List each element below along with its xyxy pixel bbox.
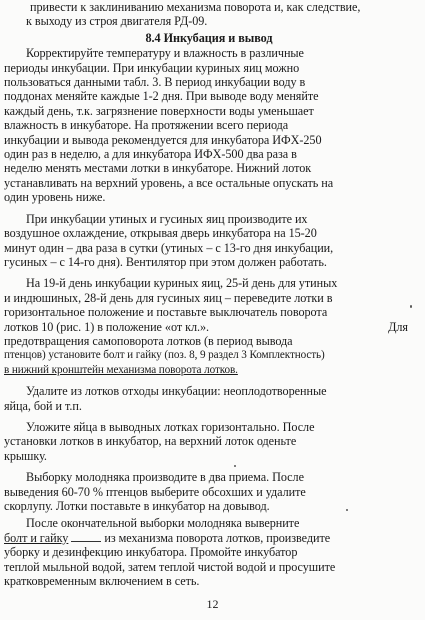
p1-line: поддонах меняйте каждые 1-2 дня. При выводе воду меняйте [4,89,319,104]
p3-line: На 19-й день инкубации куриных яиц, 25-й день для утиных [26,276,338,291]
paragraph-final-cleanup [4,516,414,588]
section-heading: 8.4 Инкубация и вывод [145,30,273,45]
p3-line-text: лотков 10 (рис. 1) в положение «от кл.». [4,319,210,334]
blank-underline [71,541,101,542]
p3-line-end: Для [388,319,408,334]
p7-line: теплой мыльной водой, затем теплой чистой водой и просушите [4,559,336,574]
page-number: 12 [206,597,219,611]
p5-line: установки лотков в инкубатор, на верхний лоток оденьте [4,434,297,449]
p3-line: птенцов) установите болт и гайку (поз. 8, 9 раздел 3 Комплектность) [4,349,325,362]
p1-line: неделю менять местами лотки в инкубаторе. Нижний лоток [4,161,312,176]
p3-line [4,320,414,334]
p7-line-text: из механизма поворота лотков, произведите [104,530,331,545]
paragraph-lay-eggs [4,420,414,463]
p2-line: минут один – два раза в сутки (утиных – с 13-го дня инкубации, [4,240,334,255]
paragraph-hatching [4,276,414,377]
p1-line: влажность в инкубаторе. На протяжении всего периода [4,118,289,133]
p1-line: периоды инкубации. При инкубации куриных яиц можно [4,60,300,75]
p3-line: предотвращения самоповорота лотков (в период вывода [4,333,293,348]
paragraph-cooling [4,212,414,270]
p1-line: устанавливать на верхний уровень, а все остальные опускать на [4,175,334,190]
intro-line-2: к выходу из строя двигателя РД-09. [26,14,208,29]
p6-line: Выборку молодняка производите в два приема. После [26,470,304,485]
p2-line: гусиных – с 14-го дня). Вентилятор при этом должен работать. [4,254,327,269]
paragraph-temperature [4,46,414,204]
p1-line: один раз в неделю, а для инкубатора ИФХ-500 два раза в [4,147,297,162]
p7-underlined-text: болт и гайку [4,530,69,545]
p1-line: пользоваться данными табл. 3. В период инкубации воду в [4,75,306,90]
scan-speck [346,509,348,511]
intro-line-1: привести к заклиниванию механизма поворота и, как следствие, [30,0,361,14]
p1-line: один уровень ниже. [4,190,106,205]
scan-speck [234,465,236,467]
p7-line: После окончательной выборки молодняка выверните [26,516,300,531]
p5-line: крышку. [4,448,47,463]
p3-line: и индюшиных, 28-й день для гусиных яиц – переведите лотки в [4,290,333,305]
p1-line: инкубации и вывода рекомендуется для инкубатора ИФХ-250 [4,132,322,147]
p4-line: яйца, бой и т.п. [4,398,82,413]
paragraph-remove-waste [4,384,414,413]
p1-line: каждый день, т.к. загрязнение поверхности воды уменьшает [4,103,314,118]
paragraph-selection [4,470,414,513]
p2-line: При инкубации утиных и гусиных яиц производите их [26,211,308,226]
p3-line: горизонтальное положение и поставьте выключатель поворота [4,305,328,320]
p5-line: Уложите яйца в выводных лотках горизонтально. После [26,419,315,434]
scan-speck [410,305,412,308]
p6-line: скорлупу. Лотки поставьте в инкубатор на довывод. [4,499,270,513]
p7-line [4,531,414,545]
p4-line: Удалите из лотков отходы инкубации: неоплодотворенные [26,384,327,399]
p3-line: в нижний кронштейн механизма поворота лотков. [4,363,238,376]
p7-line: кратковременным включением в сеть. [4,574,200,589]
p2-line: воздушное охлаждение, открывая дверь инкубатора на 15-20 [4,226,317,241]
p1-line: Корректируйте температуру и влажность в различные [26,46,304,61]
page-body [4,0,414,588]
p6-line: выведения 60-70 % птенцов выберите обсохших и удалите [4,484,306,499]
p7-line: уборку и дезинфекцию инкубатора. Промойте инкубатор [4,545,298,560]
